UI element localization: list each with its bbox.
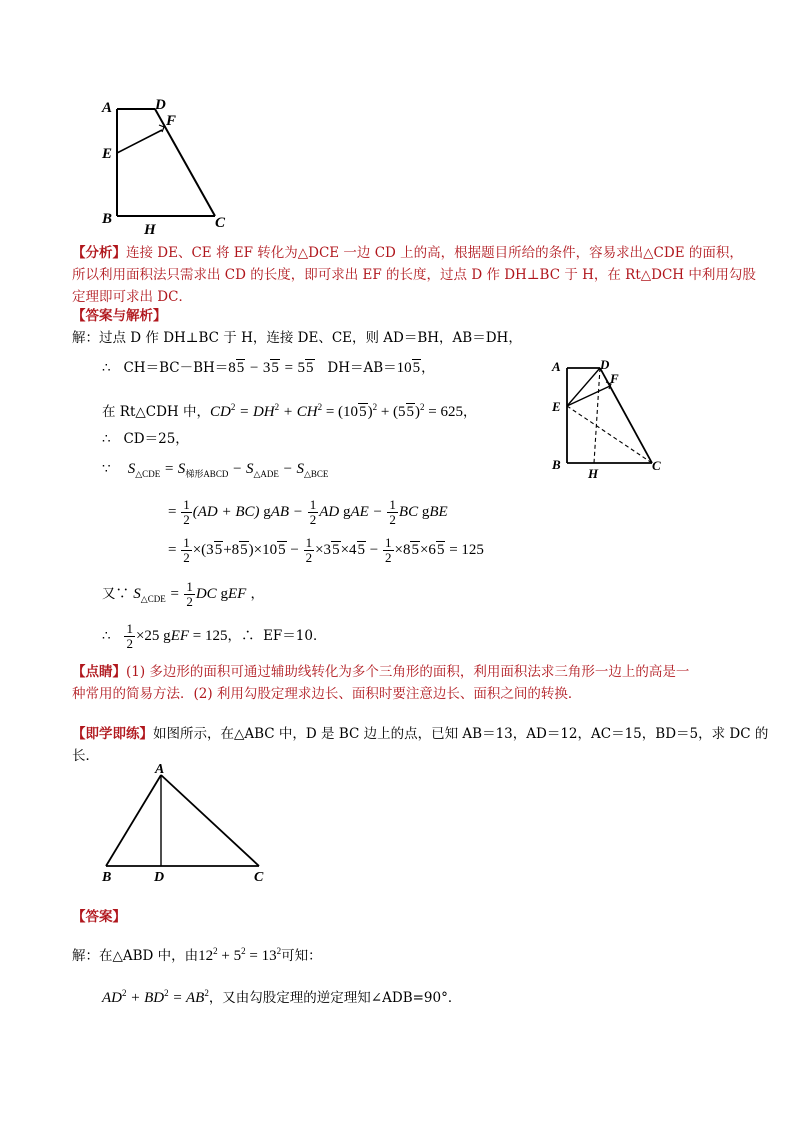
solution-line-area-1: = $\frac{1}{2}$ (AD + BC) gAB − $\frac{1}{2}$ AD gAE − $\frac{1}{2}$ BC gBE <box>168 497 448 527</box>
tips-line-1: 【点睛】(1) 多边形的面积可通过辅助线转化为多个三角形的面积，利用面积法求三角形一边上的高是一 <box>72 664 690 680</box>
fig2-label-C: C <box>652 458 661 473</box>
practice-line-2: 长． <box>72 748 99 764</box>
fig1-label-D: D <box>155 97 166 113</box>
tips-line-2: 种常用的简易方法．(2) 利用勾股定理求边长、面积时要注意边长、面积之间的转换． <box>72 686 582 702</box>
fig2-label-D: D <box>600 357 610 372</box>
fig1-label-F: F <box>166 113 177 129</box>
solution-line-area-ef: 又∵ $S_{\triangle CDE}$ = $\frac{1}{2}$ DC gEF ， <box>102 579 265 609</box>
practice-tag: 【即学即练】 <box>72 726 153 742</box>
solution-line-cd: ∴ CD＝25， <box>102 431 189 447</box>
fig1-label-E: E <box>102 146 113 162</box>
solution-line-ef: ∴ $\frac{1}{2}$ ×25 gEF = 125，∴ EF＝10． <box>102 621 327 651</box>
fig2-label-A: A <box>552 359 561 374</box>
fig2-label-H: H <box>588 466 599 481</box>
answer2-line-2: $AD^2 + BD^2 = AB^2$，又由勾股定理的逆定理知∠ADB=90°． <box>102 988 462 1006</box>
solution-line-ch: ∴ CH＝BC－BH＝85 − 35 = 55 DH＝AB＝105， <box>102 360 435 376</box>
fig2-label-F: F <box>610 371 619 386</box>
fig3-label-C: C <box>254 870 264 885</box>
fig1-label-H: H <box>144 222 156 237</box>
analysis-tag: 【分析】 <box>72 245 126 261</box>
answer2-line-1: 解：在△ABD 中，由$12^2 + 5^2 = 13^2$可知： <box>72 946 322 964</box>
answer2-tag: 【答案】 <box>72 909 126 925</box>
fig2-label-B: B <box>552 457 561 472</box>
analysis-line-1: 【分析】连接 DE、CE 将 EF 转化为△DCE 一边 CD 上的高，根据题目所给的条件，容易求出△CDE 的面积， <box>72 245 743 261</box>
fig3-label-D: D <box>154 870 165 885</box>
practice-line-1: 【即学即练】如图所示，在△ABC 中，D 是 BC 边上的点，已知 AB＝13，AD＝12，AC＝15，BD＝5，求 DC 的 <box>72 726 769 742</box>
analysis-line-3: 定理即可求出 DC． <box>72 289 192 305</box>
fig1-label-B: B <box>102 211 113 227</box>
tips-tag: 【点睛】 <box>72 664 126 680</box>
solution-line-area-def: ∵ $S_{\triangle CDE} = S_{梯形ABCD} - S_{\triangle ADE} - S_{\triangle BCE}$ <box>102 461 329 479</box>
solution-line-area-2: = $\frac{1}{2}$ ×(35+85)×105 − $\frac{1}{2}$ ×35×45 − $\frac{1}{2}$ ×85×65 = 125 <box>168 535 484 565</box>
fig1-label-A: A <box>102 100 113 116</box>
solution-intro: 解：过点 D 作 DH⊥BC 于 H，连接 DE、CE，则 AD＝BH，AB＝DH， <box>72 330 522 346</box>
figure-trapezoid-2 <box>548 354 678 484</box>
figure-triangle <box>96 760 276 885</box>
figure-trapezoid-1 <box>96 92 236 237</box>
answer-heading: 【答案与解析】 <box>72 308 167 324</box>
fig2-label-E: E <box>552 399 561 414</box>
analysis-line-2: 所以利用面积法只需求出 CD 的长度，即可求出 EF 的长度，过点 D 作 DH⊥BC 于 H，在 Rt△DCH 中利用勾股 <box>72 267 756 283</box>
fig3-label-A: A <box>155 762 165 777</box>
fig1-label-C: C <box>215 215 226 231</box>
solution-line-cd2: 在 Rt△CDH 中，$CD^2 = DH^2 + CH^2 = (105)^2 + (55)^2 = 625$， <box>102 402 477 420</box>
fig3-label-B: B <box>102 870 112 885</box>
